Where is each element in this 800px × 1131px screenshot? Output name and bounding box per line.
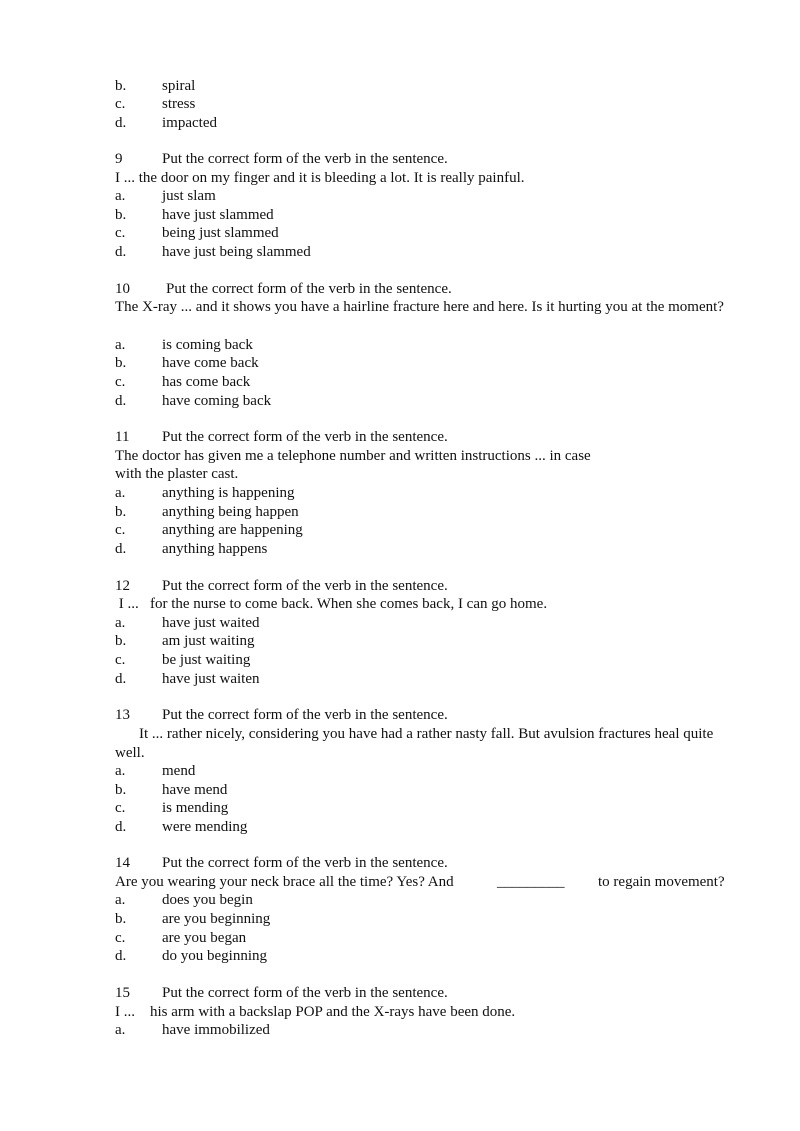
option-letter: a. <box>115 763 126 779</box>
option-text: is coming back <box>162 337 253 353</box>
question-stem: The X-ray ... and it shows you have a hairline fracture here and here. Is it hurting you at the moment? <box>115 299 724 315</box>
option-text: am just waiting <box>162 633 255 649</box>
option-text: do you beginning <box>162 948 267 964</box>
option-text: have mend <box>162 782 228 798</box>
option-letter: c. <box>115 652 126 668</box>
option-letter: a. <box>115 1022 126 1038</box>
option-text: just slam <box>162 188 216 204</box>
option-text: being just slammed <box>162 225 279 241</box>
question-instruction: Put the correct form of the verb in the sentence. <box>162 707 448 723</box>
question-stem: I ... the door on my finger and it is bleeding a lot. It is really painful. <box>115 170 525 186</box>
option-text: has come back <box>162 374 251 390</box>
question-stem: The doctor has given me a telephone number and written instructions ... in case <box>115 448 591 464</box>
option-text: are you beginning <box>162 911 271 927</box>
option-letter: a. <box>115 615 126 631</box>
option-text: is mending <box>162 800 229 816</box>
option-letter: c. <box>115 225 126 241</box>
option-letter: d. <box>115 819 127 835</box>
option-text: spiral <box>162 78 196 94</box>
option-letter: d. <box>115 244 127 260</box>
option-letter: b. <box>115 782 127 798</box>
option-text: anything happens <box>162 541 268 557</box>
option-text: anything being happen <box>162 504 299 520</box>
question-instruction: Put the correct form of the verb in the sentence. <box>162 429 448 445</box>
option-text: have just waited <box>162 615 260 631</box>
question-instruction: Put the correct form of the verb in the sentence. <box>162 855 448 871</box>
stem-text-before: Are you wearing your neck brace all the time? Yes? And <box>115 874 454 890</box>
option-letter: c. <box>115 96 126 112</box>
option-letter: b. <box>115 78 127 94</box>
answer-blank: _________ <box>497 874 565 890</box>
question-instruction: Put the correct form of the verb in the sentence. <box>162 151 448 167</box>
option-text: were mending <box>162 819 248 835</box>
question-instruction: Put the correct form of the verb in the sentence. <box>162 578 448 594</box>
option-letter: c. <box>115 800 126 816</box>
option-text: have come back <box>162 355 259 371</box>
option-letter: b. <box>115 633 127 649</box>
question-number: 9 <box>115 151 123 167</box>
option-text: stress <box>162 96 196 112</box>
option-text: mend <box>162 763 196 779</box>
question-instruction: Put the correct form of the verb in the sentence. <box>166 281 452 297</box>
option-letter: a. <box>115 892 126 908</box>
option-text: have just being slammed <box>162 244 311 260</box>
option-letter: d. <box>115 671 127 687</box>
option-text: be just waiting <box>162 652 251 668</box>
question-stem: I ... for the nurse to come back. When she comes back, I can go home. <box>115 596 548 612</box>
option-letter: d. <box>115 948 127 964</box>
option-letter: b. <box>115 207 127 223</box>
option-letter: b. <box>115 355 127 371</box>
question-number: 10 <box>115 281 130 297</box>
option-letter: c. <box>115 374 126 390</box>
option-letter: d. <box>115 541 127 557</box>
option-text: anything is happening <box>162 485 295 501</box>
option-text: does you begin <box>162 892 253 908</box>
option-letter: d. <box>115 393 127 409</box>
option-text: have just slammed <box>162 207 274 223</box>
option-text: are you began <box>162 930 247 946</box>
question-number: 14 <box>115 855 130 871</box>
option-text: have immobilized <box>162 1022 270 1038</box>
option-letter: a. <box>115 188 126 204</box>
question-instruction: Put the correct form of the verb in the sentence. <box>162 985 448 1001</box>
stem-text-after: to regain movement? <box>598 874 725 890</box>
question-stem: with the plaster cast. <box>115 466 239 482</box>
option-letter: d. <box>115 115 127 131</box>
option-text: anything are happening <box>162 522 303 538</box>
question-number: 11 <box>115 429 130 445</box>
question-number: 12 <box>115 578 130 594</box>
option-letter: a. <box>115 337 126 353</box>
question-stem: I ... his arm with a backslap POP and the X-rays have been done. <box>115 1004 516 1020</box>
option-letter: c. <box>115 522 126 538</box>
option-letter: b. <box>115 504 127 520</box>
question-number: 15 <box>115 985 130 1001</box>
option-letter: a. <box>115 485 126 501</box>
question-number: 13 <box>115 707 130 723</box>
option-letter: c. <box>115 930 126 946</box>
option-text: have just waiten <box>162 671 260 687</box>
option-letter: b. <box>115 911 127 927</box>
option-text: impacted <box>162 115 217 131</box>
option-text: have coming back <box>162 393 272 409</box>
question-stem: It ... rather nicely, considering you have had a rather nasty fall. But avulsion fractures heal quite well. <box>115 726 714 761</box>
question-stem <box>115 873 740 891</box>
